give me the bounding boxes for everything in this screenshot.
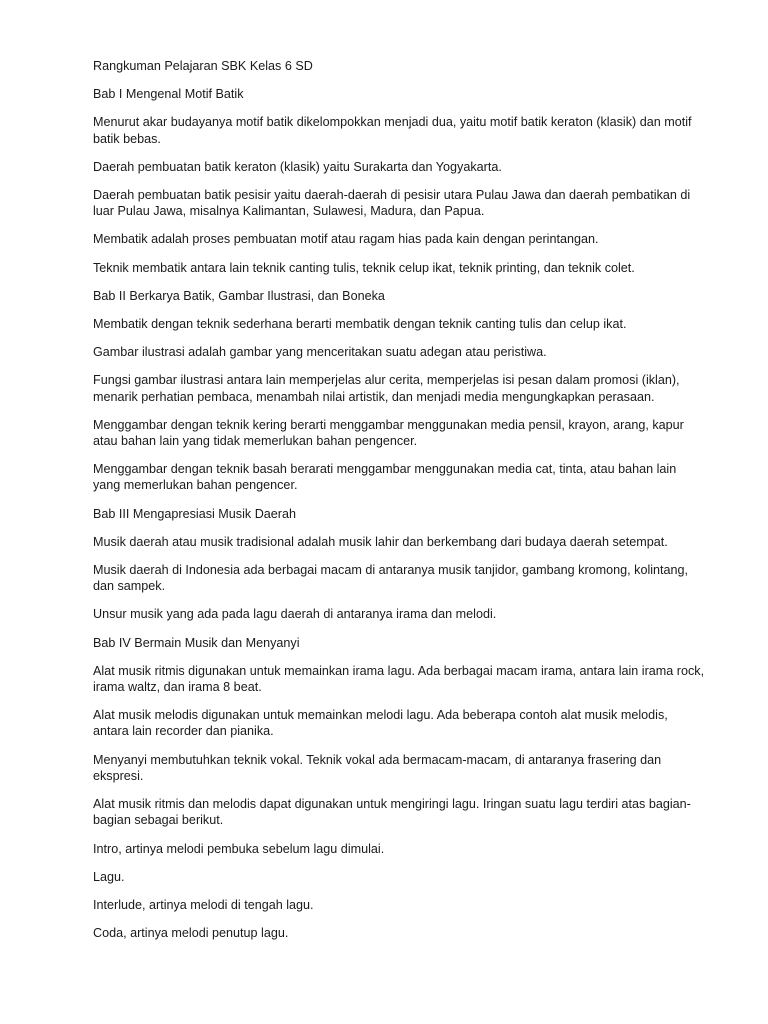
document-page — [93, 58, 705, 953]
paragraph: Alat musik ritmis dan melodis dapat digunakan untuk mengiringi lagu. Iringan suatu lagu terdiri atas bagian-bagian sebagai berikut. — [93, 797, 691, 828]
paragraph: Coda, artinya melodi penutup lagu. — [93, 926, 289, 941]
paragraph: Teknik membatik antara lain teknik canting tulis, teknik celup ikat, teknik printing, dan teknik colet. — [93, 260, 635, 275]
paragraph: Menyanyi membutuhkan teknik vokal. Teknik vokal ada bermacam-macam, di antaranya frasering dan ekspresi. — [93, 752, 662, 783]
paragraph: Interlude, artinya melodi di tengah lagu. — [93, 897, 314, 912]
paragraph: Daerah pembuatan batik keraton (klasik) yaitu Surakarta dan Yogyakarta. — [93, 159, 502, 174]
paragraph: Unsur musik yang ada pada lagu daerah di antaranya irama dan melodi. — [93, 607, 497, 622]
paragraph: Alat musik melodis digunakan untuk memainkan melodi lagu. Ada beberapa contoh alat musik melodis, antara lain recorder dan pianika. — [93, 708, 668, 739]
chapter-heading-bab-1: Bab I Mengenal Motif Batik — [93, 87, 244, 102]
paragraph: Menurut akar budayanya motif batik dikelompokkan menjadi dua, yaitu motif batik keraton (klasik) dan motif batik bebas. — [93, 115, 692, 146]
paragraph: Daerah pembuatan batik pesisir yaitu daerah-daerah di pesisir utara Pulau Jawa dan daerah pembatikan di luar Pulau Jawa, misalnya Kalimantan, Sulawesi, Madura, dan Papua. — [93, 188, 691, 219]
paragraph: Membatik dengan teknik sederhana berarti membatik dengan teknik canting tulis dan celup ikat. — [93, 317, 627, 332]
document-title: Rangkuman Pelajaran SBK Kelas 6 SD — [93, 59, 313, 73]
paragraph: Gambar ilustrasi adalah gambar yang menceritakan suatu adegan atau peristiwa. — [93, 345, 547, 360]
chapter-heading-bab-2: Bab II Berkarya Batik, Gambar Ilustrasi, dan Boneka — [93, 288, 385, 303]
paragraph: Lagu. — [93, 869, 125, 884]
paragraph: Membatik adalah proses pembuatan motif atau ragam hias pada kain dengan perintangan. — [93, 232, 599, 247]
paragraph: Fungsi gambar ilustrasi antara lain memperjelas alur cerita, memperjelas isi pesan dalam promosi (iklan), menarik perhatian pembaca, menambah nilai artistik, dan menjadi media mengungkapkan perasaan. — [93, 373, 680, 404]
chapter-heading-bab-3: Bab III Mengapresiasi Musik Daerah — [93, 506, 296, 521]
paragraph: Menggambar dengan teknik kering berarti menggambar menggunakan media pensil, krayon, arang, kapur atau bahan lain yang tidak memerlukan bahan pengencer. — [93, 417, 684, 449]
paragraph: Intro, artinya melodi pembuka sebelum lagu dimulai. — [93, 841, 385, 856]
paragraph: Alat musik ritmis digunakan untuk memainkan irama lagu. Ada berbagai macam irama, antara lain irama rock, irama waltz, dan irama 8 beat. — [93, 663, 705, 695]
paragraph: Musik daerah di Indonesia ada berbagai macam di antaranya musik tanjidor, gambang kromong, kolintang, dan sampek. — [93, 563, 689, 594]
paragraph: Menggambar dengan teknik basah berarati menggambar menggunakan media cat, tinta, atau bahan lain yang memerlukan bahan pengencer. — [93, 462, 677, 493]
chapter-heading-bab-4: Bab IV Bermain Musik dan Menyanyi — [93, 635, 300, 650]
paragraph: Musik daerah atau musik tradisional adalah musik lahir dan berkembang dari budaya daerah setempat. — [93, 534, 668, 549]
